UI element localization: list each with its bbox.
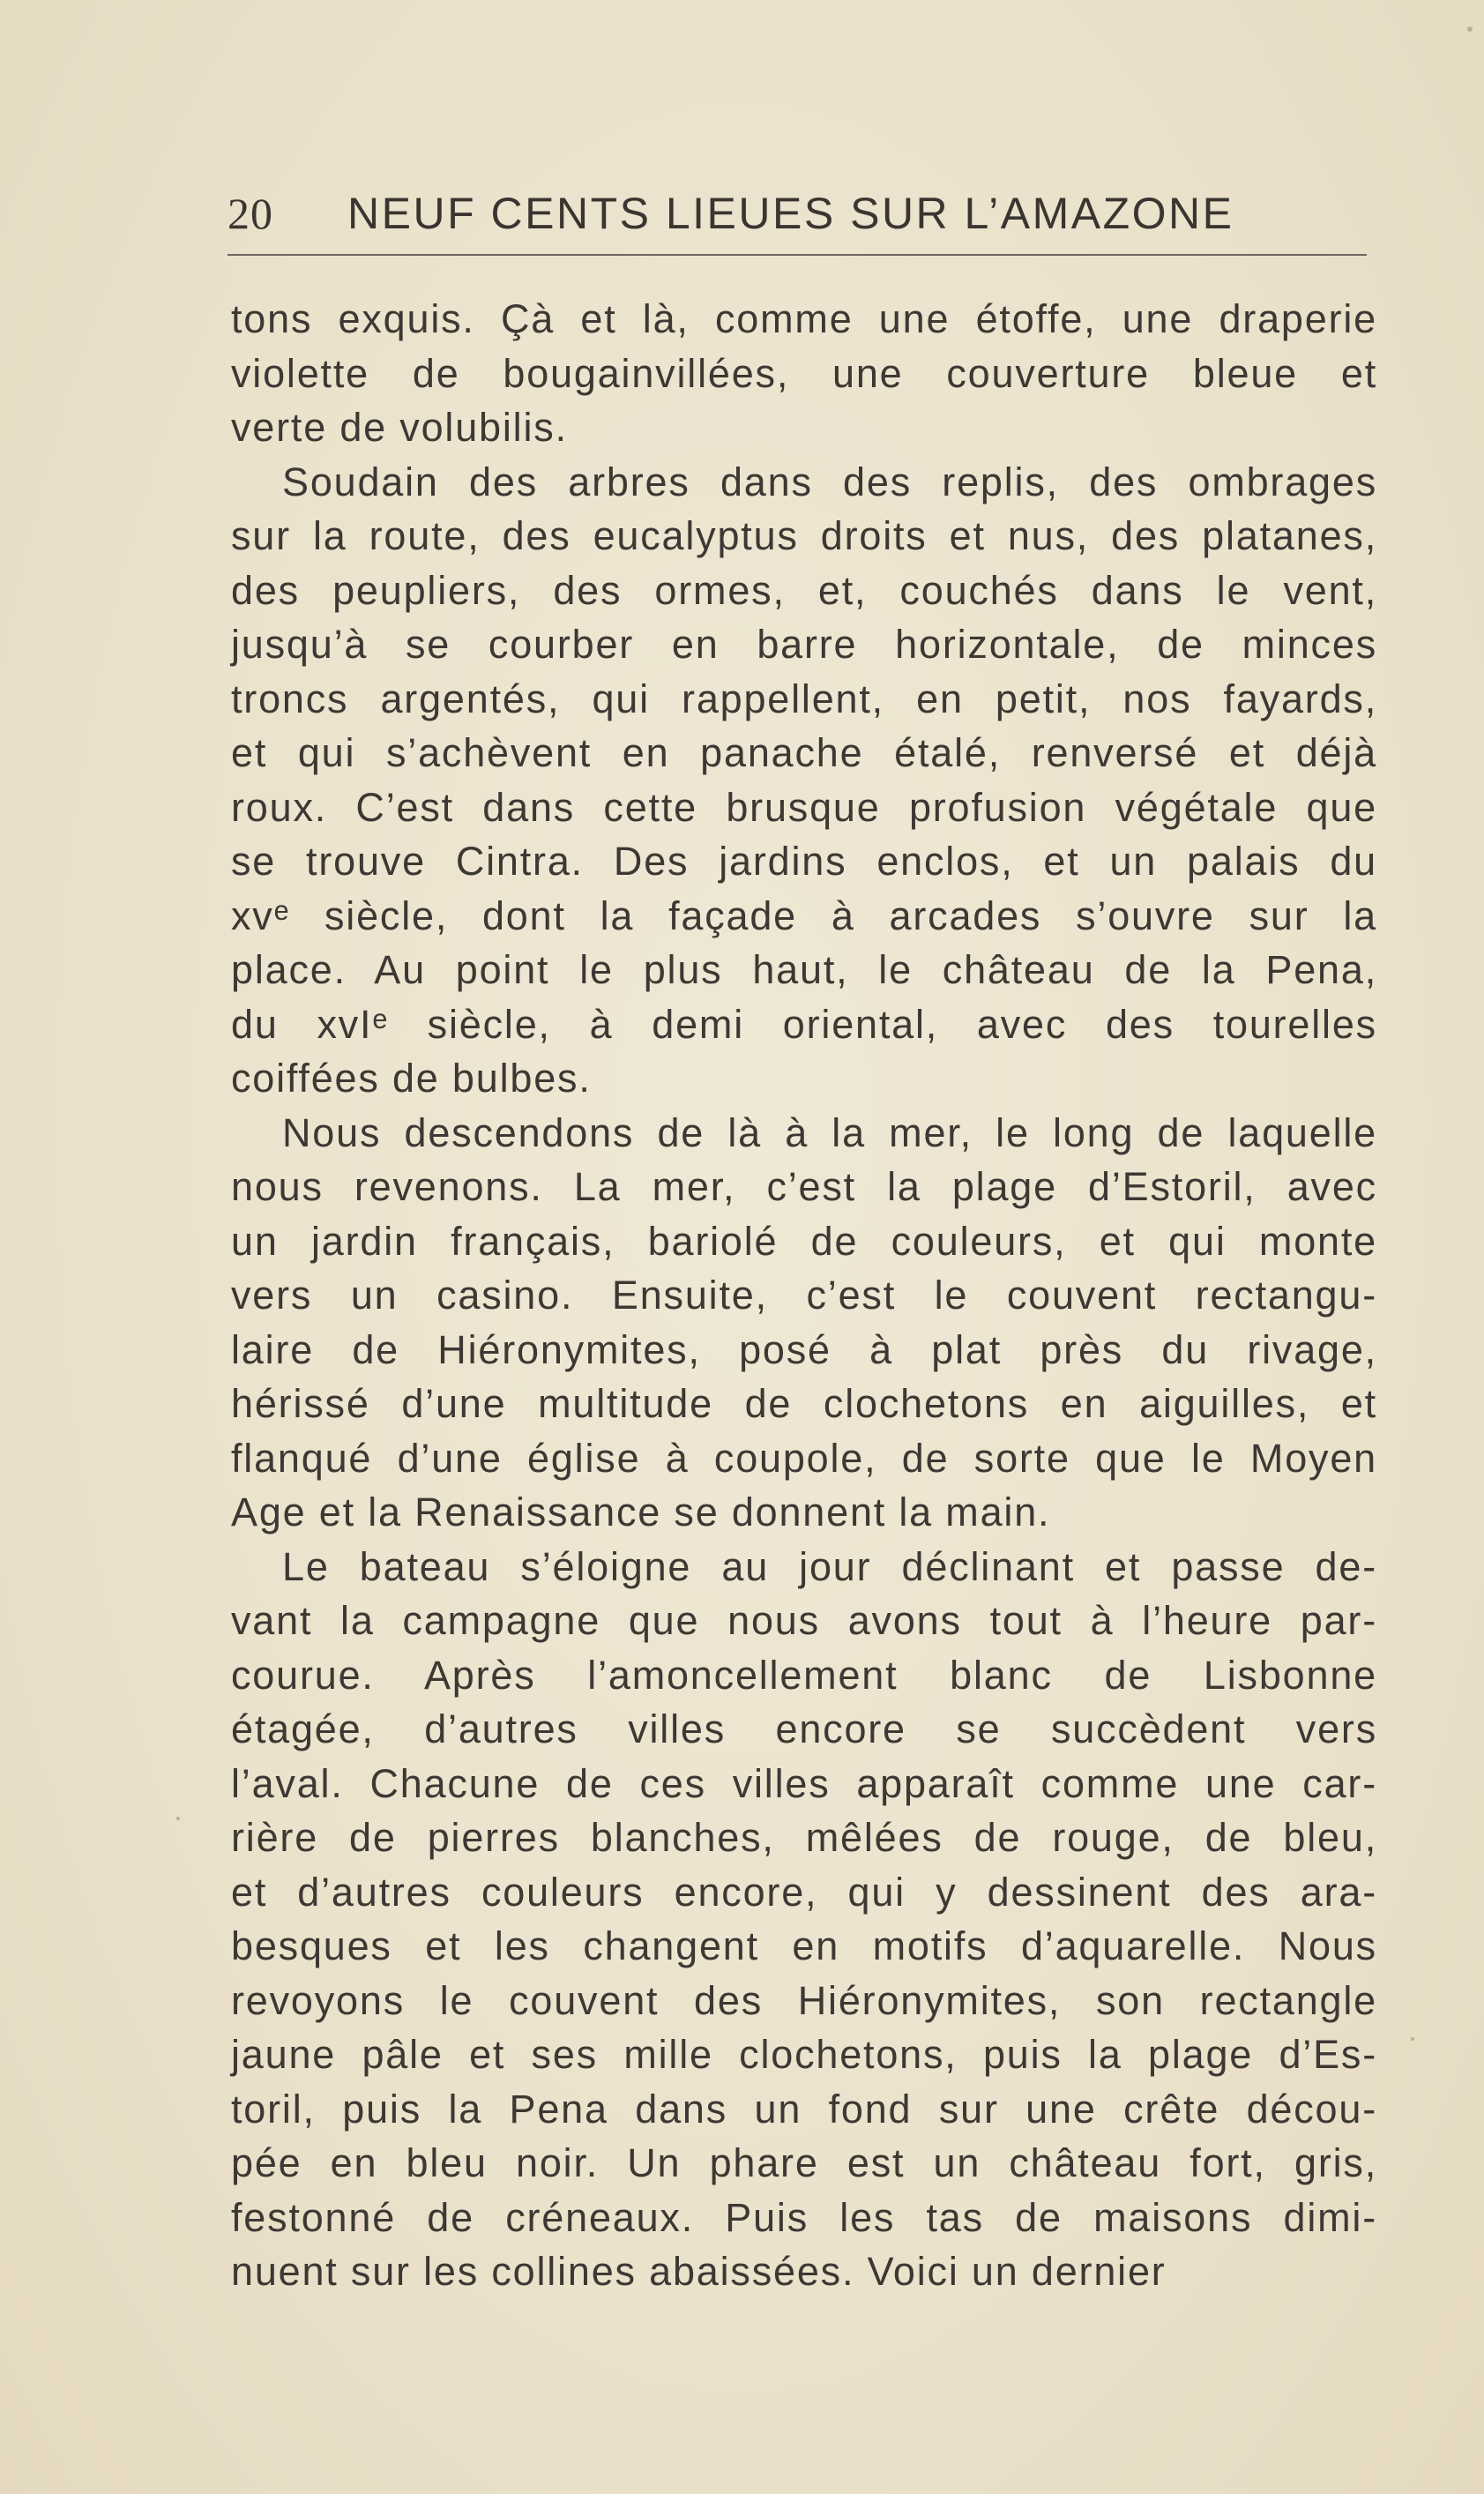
text-line: rière de pierres blanches, mêlées de rouge, de bleu,	[231, 1815, 1377, 1860]
text-line: place. Au point le plus haut, le château de la Pena,	[231, 947, 1377, 992]
body-text	[231, 292, 1377, 2299]
text-line: du xvIᵉ siècle, à demi oriental, avec des tourelles	[231, 1001, 1377, 1047]
text-line: sur la route, des eucalyptus droits et nus, des platanes,	[231, 513, 1377, 558]
paragraph	[231, 1106, 1377, 1540]
running-title: NEUF CENTS LIEUES SUR L’AMAZONE	[347, 189, 1234, 238]
text-line: violette de bougainvillées, une couverture bleue et	[231, 350, 1377, 396]
text-line: revoyons le couvent des Hiéronymites, son rectangle	[231, 1977, 1377, 2023]
text-line: l’aval. Chacune de ces villes apparaît comme une car-	[231, 1760, 1377, 1806]
text-line: festonné de créneaux. Puis les tas de maisons dimi-	[231, 2194, 1377, 2240]
text-line: nuent sur les collines abaissées. Voici un dernier	[231, 2249, 1167, 2294]
text-line: pée en bleu noir. Un phare est un château fort, gris,	[231, 2140, 1377, 2185]
text-line: verte de volubilis.	[231, 405, 568, 450]
text-line: étagée, d’autres villes encore se succèdent vers	[231, 1706, 1377, 1751]
text-line: jusqu’à se courber en barre horizontale, de minces	[231, 622, 1377, 667]
text-line: besques et les changent en motifs d’aquarelle. Nous	[231, 1923, 1377, 1968]
paragraph	[231, 1540, 1377, 2299]
paper-speck	[176, 1817, 180, 1820]
text-line: un jardin français, bariolé de couleurs, et qui monte	[231, 1218, 1377, 1264]
page-header	[227, 181, 1374, 251]
text-line: vant la campagne que nous avons tout à l’heure par-	[231, 1598, 1377, 1643]
text-line: Age et la Renaissance se donnent la main.	[231, 1490, 1051, 1534]
page-number: 20	[227, 189, 273, 238]
text-line: courue. Après l’amoncellement blanc de Lisbonne	[231, 1652, 1377, 1698]
text-line: et d’autres couleurs encore, qui y dessinent des ara-	[231, 1869, 1377, 1915]
text-line: nous revenons. La mer, c’est la plage d’Estoril, avec	[231, 1164, 1377, 1209]
text-line: et qui s’achèvent en panache étalé, renversé et déjà	[231, 730, 1377, 775]
paper-speck	[1411, 2037, 1414, 2041]
text-line: hérissé d’une multitude de clochetons en aiguilles, et	[231, 1381, 1377, 1426]
text-line: toril, puis la Pena dans un fond sur une crête décou-	[231, 2086, 1377, 2132]
text-line: flanqué d’une église à coupole, de sorte que le Moyen	[231, 1435, 1377, 1481]
text-line: xvᵉ siècle, dont la façade à arcades s’ouvre sur la	[231, 892, 1377, 938]
paragraph	[231, 292, 1377, 455]
text-line: Soudain des arbres dans des replis, des ombrages	[282, 459, 1377, 504]
text-line: Le bateau s’éloigne au jour déclinant et passe de-	[282, 1543, 1377, 1589]
text-line: Nous descendons de là à la mer, le long de laquelle	[282, 1109, 1377, 1155]
text-line: des peupliers, des ormes, et, couchés dans le vent,	[231, 567, 1377, 613]
paper-speck	[1467, 26, 1473, 32]
text-line: troncs argentés, qui rappellent, en petit, nos fayards,	[231, 676, 1377, 721]
text-line: roux. C’est dans cette brusque profusion végétale que	[231, 784, 1377, 830]
text-line: jaune pâle et ses mille clochetons, puis la plage d’Es-	[231, 2032, 1377, 2077]
header-rule	[227, 254, 1367, 256]
paragraph	[231, 455, 1377, 1106]
text-line: coiffées de bulbes.	[231, 1056, 592, 1101]
text-line: tons exquis. Çà et là, comme une étoffe, une draperie	[231, 296, 1377, 341]
text-line: se trouve Cintra. Des jardins enclos, et un palais du	[231, 839, 1377, 884]
text-line: vers un casino. Ensuite, c’est le couvent rectangu-	[231, 1273, 1377, 1318]
text-line: laire de Hiéronymites, posé à plat près du rivage,	[231, 1326, 1377, 1372]
